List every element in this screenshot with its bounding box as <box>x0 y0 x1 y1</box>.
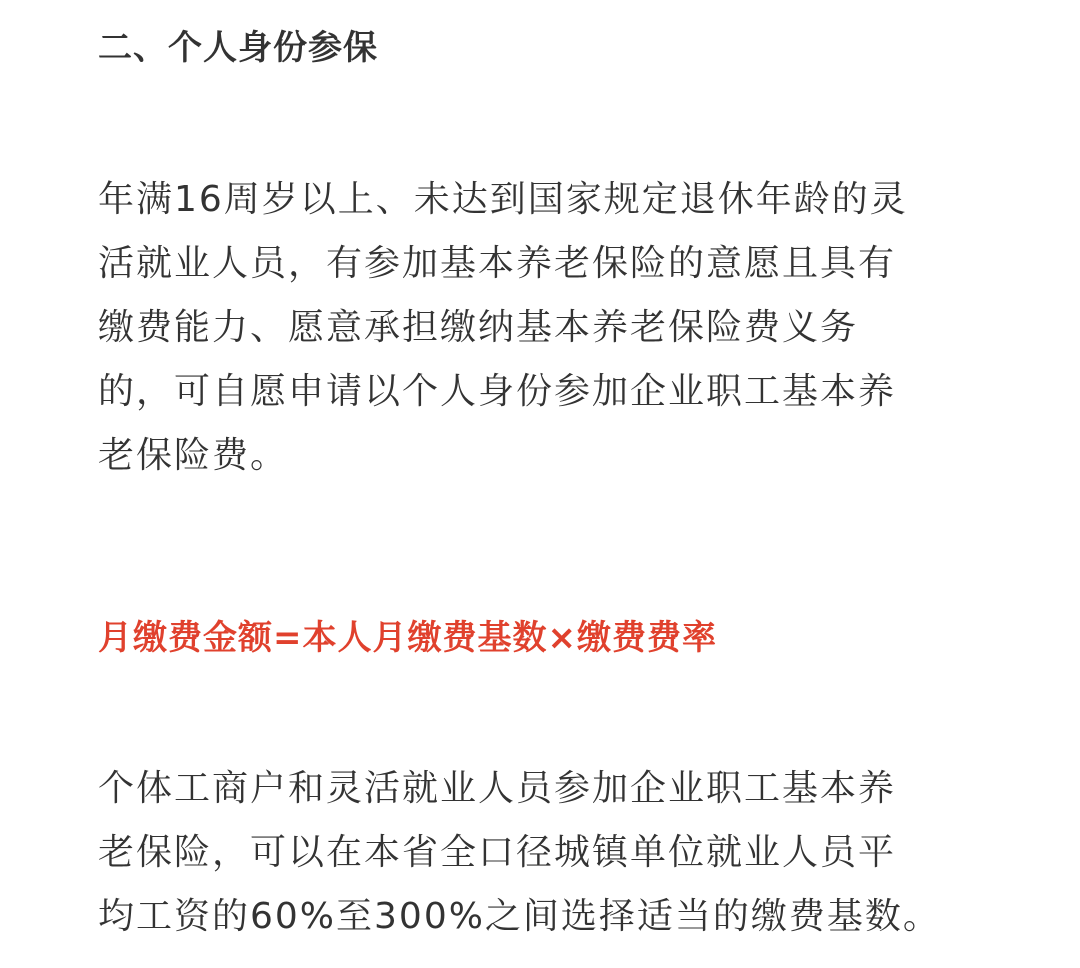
paragraph-eligibility <box>98 168 988 488</box>
paragraph-contribution-base <box>98 757 988 949</box>
section-heading: 二、个人身份参保 <box>98 28 378 68</box>
paragraph-line: 年满16周岁以上、未达到国家规定退休年龄的灵 <box>98 179 908 220</box>
paragraph-line: 个体工商户和灵活就业人员参加企业职工基本养 <box>98 768 897 809</box>
paragraph-line: 活就业人员，有参加基本养老保险的意愿且具有 <box>98 243 897 284</box>
paragraph-line: 的，可自愿申请以个人身份参加企业职工基本养 <box>98 371 897 412</box>
paragraph-line: 老保险费。 <box>98 435 289 476</box>
paragraph-line: 老保险，可以在本省全口径城镇单位就业人员平 <box>98 832 897 873</box>
paragraph-line: 均工资的60%至300%之间选择适当的缴费基数。 <box>98 896 941 937</box>
contribution-formula: 月缴费金额=本人月缴费基数×缴费费率 <box>98 618 717 658</box>
paragraph-line: 缴费能力、愿意承担缴纳基本养老保险费义务 <box>98 307 859 348</box>
